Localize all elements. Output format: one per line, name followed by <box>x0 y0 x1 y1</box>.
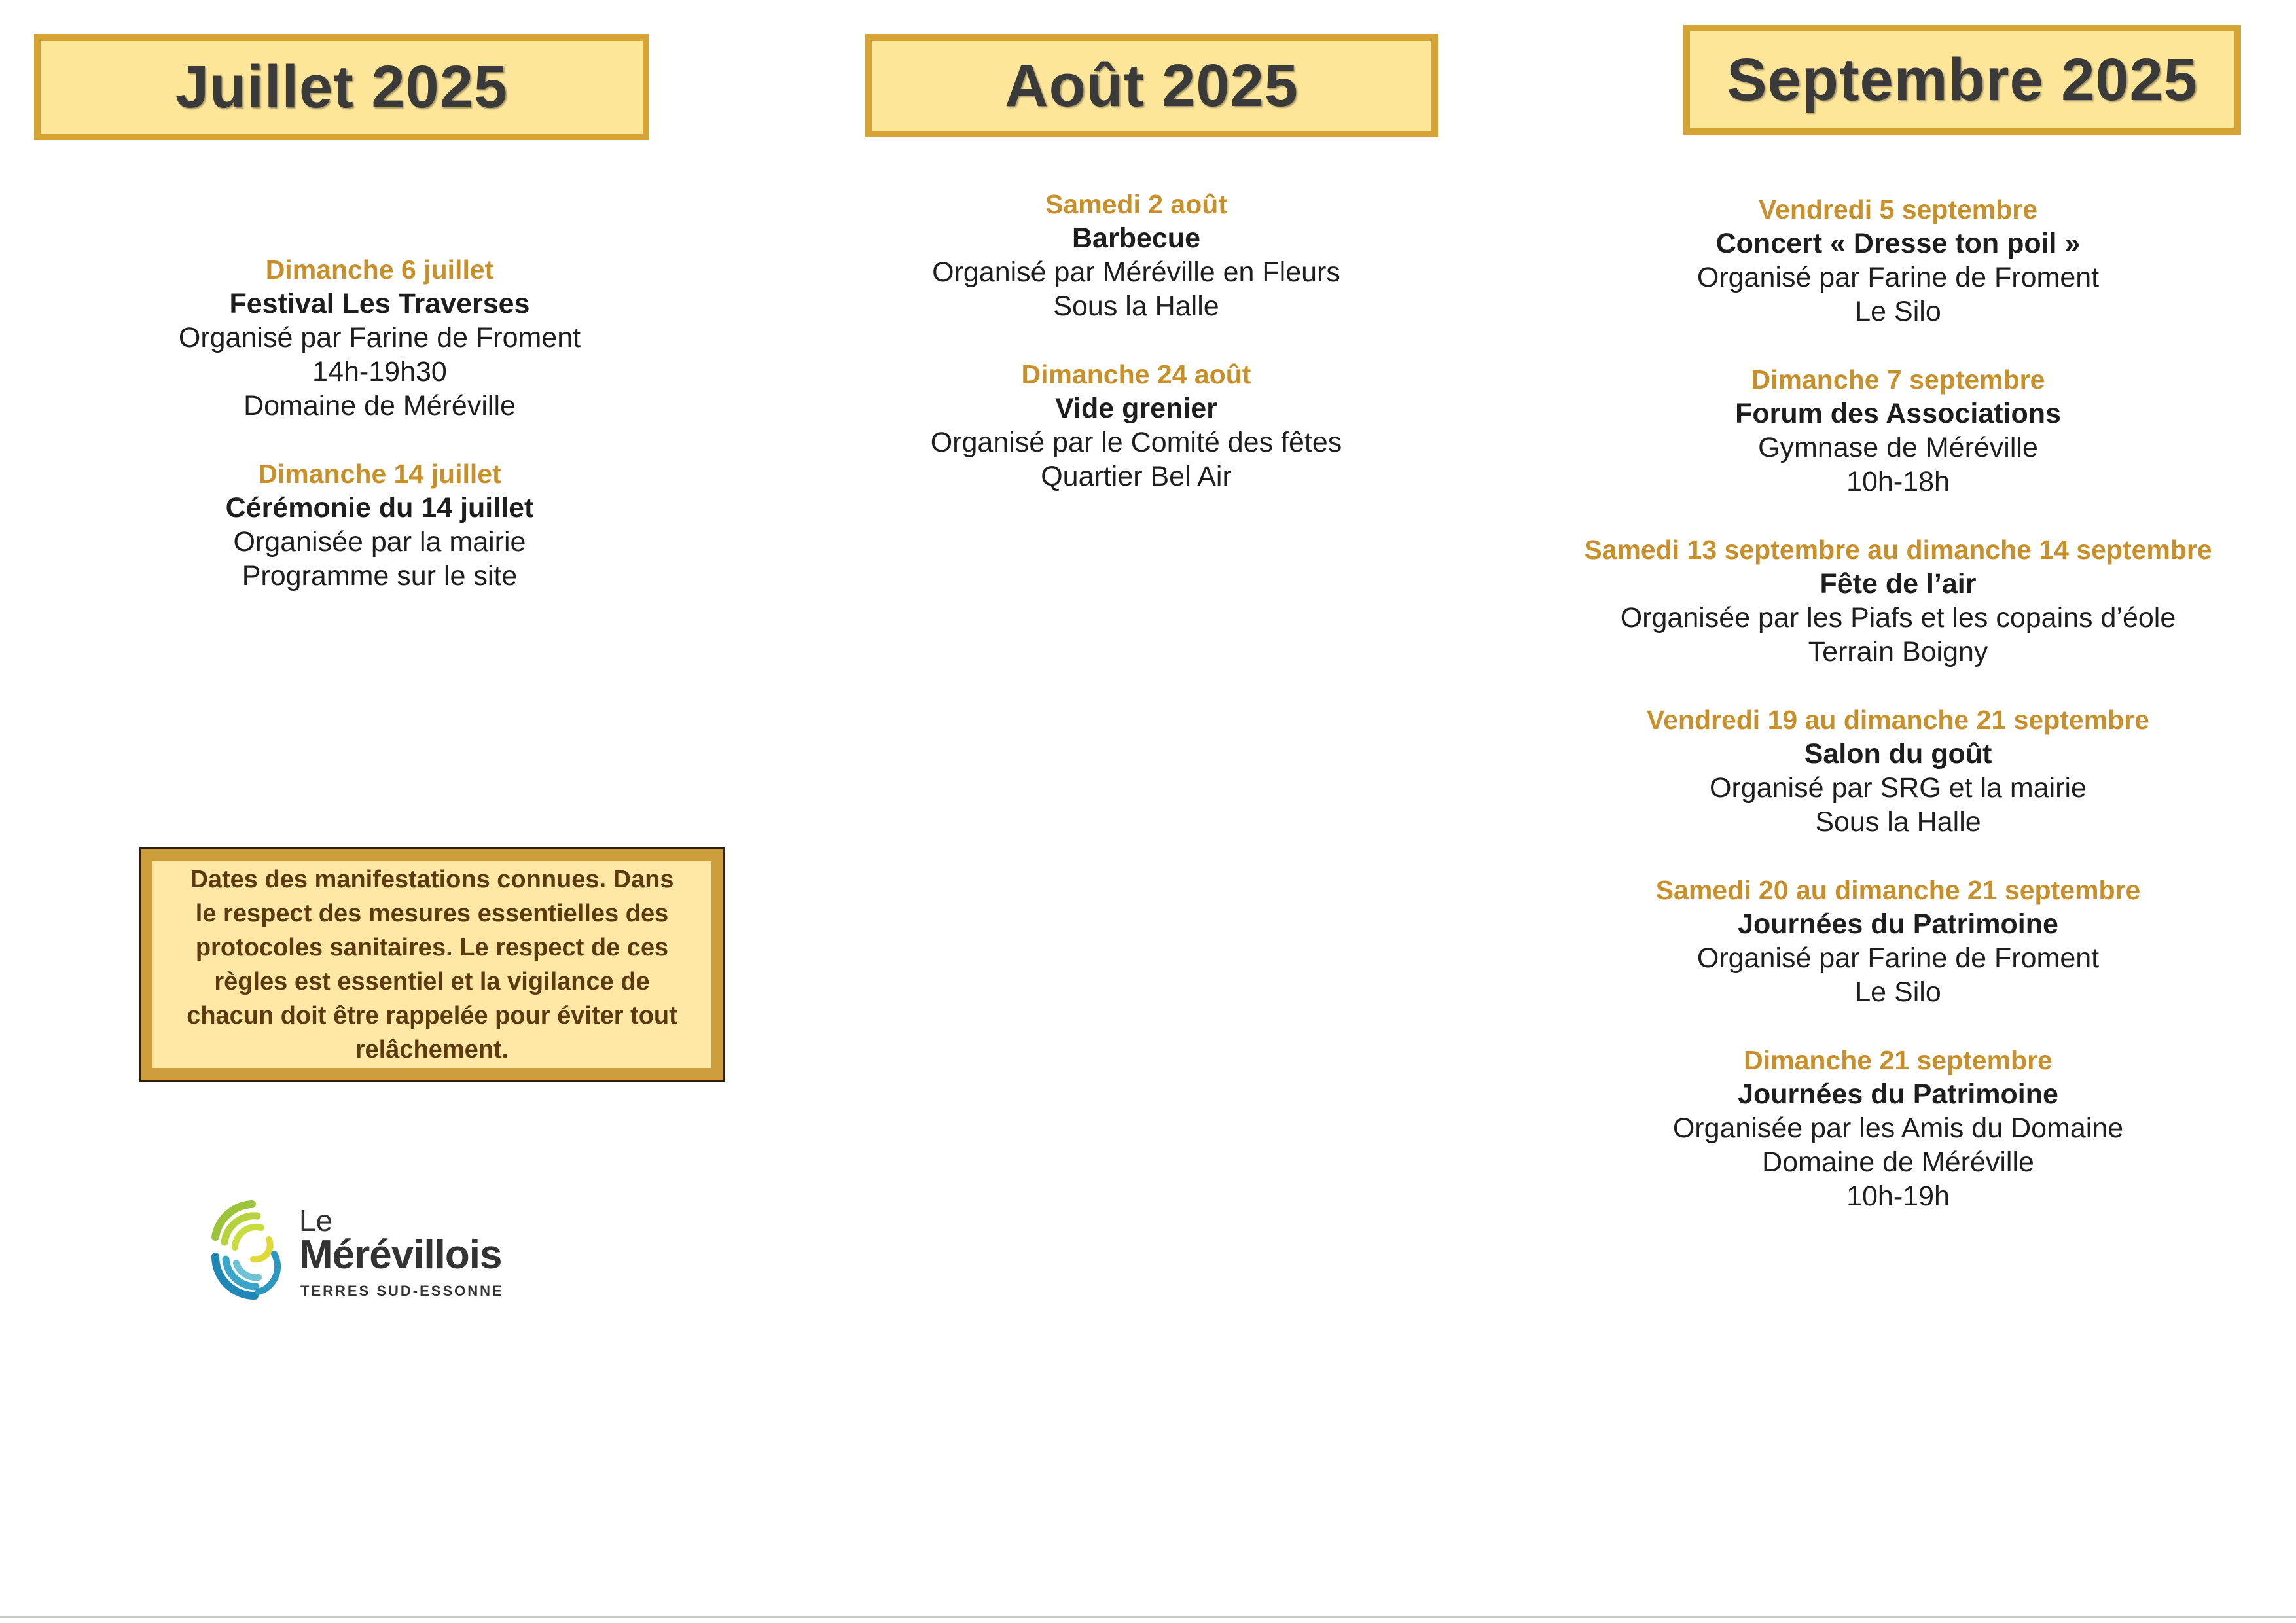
event-detail: Programme sur le site <box>242 560 518 592</box>
event-date: Vendredi 5 septembre <box>1758 194 2038 224</box>
bottom-divider <box>0 1616 2296 1618</box>
month-title: Août 2025 <box>1005 52 1299 119</box>
month-title: Juillet 2025 <box>175 53 509 120</box>
event-detail: 10h-18h <box>1846 466 1950 497</box>
event-detail: 10h-19h <box>1846 1181 1950 1212</box>
event-detail: Organisé par le Comité des fêtes <box>930 427 1342 458</box>
event-detail: Quartier Bel Air <box>1041 461 1232 492</box>
event-name: Barbecue <box>1072 223 1200 254</box>
logo-name: Mérévillois <box>299 1232 502 1277</box>
event-name: Forum des Associations <box>1735 398 2061 429</box>
notice-line: règles est essentiel et la vigilance de <box>214 968 650 995</box>
event-detail: Gymnase de Méréville <box>1758 432 2038 463</box>
notice-inner <box>152 861 711 1068</box>
month-header-inner <box>1690 31 2234 128</box>
event-date: Dimanche 24 août <box>1021 359 1251 389</box>
notice-line: protocoles sanitaires. Le respect de ces <box>195 934 669 961</box>
logo-subtitle: TERRES SUD-ESSONNE <box>300 1283 504 1299</box>
event-detail: Organisé par Farine de Froment <box>178 322 581 353</box>
event-date: Samedi 2 août <box>1045 189 1227 219</box>
event-name: Fête de l’air <box>1820 568 1977 599</box>
july-events <box>52 253 707 627</box>
event-detail: Domaine de Méréville <box>243 390 516 421</box>
event-detail: Terrain Boigny <box>1808 636 1988 668</box>
notice-line: Dates des manifestations connues. Dans <box>190 866 674 893</box>
event-date: Dimanche 21 septembre <box>1744 1045 2053 1075</box>
month-title: Septembre 2025 <box>1727 46 2198 113</box>
month-header-inner <box>872 41 1431 131</box>
notice-box <box>139 847 725 1082</box>
notice-line: le respect des mesures essentielles des <box>195 900 669 927</box>
event-item <box>52 457 707 593</box>
event-item <box>1505 192 2291 329</box>
month-header-august <box>865 34 1438 137</box>
event-item <box>52 253 707 423</box>
event-detail: Le Silo <box>1855 976 1941 1008</box>
event-name: Cérémonie du 14 juillet <box>225 492 534 524</box>
event-detail: Organisée par les Piafs et les copains d’éole <box>1620 602 2176 633</box>
event-date: Samedi 20 au dimanche 21 septembre <box>1655 875 2141 905</box>
event-name: Festival Les Traverses <box>229 288 530 319</box>
event-detail: 14h-19h30 <box>312 356 447 387</box>
event-detail: Organisé par Farine de Froment <box>1696 942 2100 974</box>
event-date: Vendredi 19 au dimanche 21 septembre <box>1647 705 2149 735</box>
notice-line: relâchement. <box>355 1036 509 1063</box>
event-detail: Organisée par les Amis du Domaine <box>1672 1113 2124 1144</box>
event-name: Concert « Dresse ton poil » <box>1715 228 2081 259</box>
event-date: Samedi 13 septembre au dimanche 14 septembre <box>1584 535 2212 565</box>
event-item <box>1505 873 2291 1009</box>
month-header-inner <box>41 41 643 134</box>
event-detail: Organisé par Farine de Froment <box>1696 262 2100 293</box>
event-name: Salon du goût <box>1804 738 1992 770</box>
september-events <box>1505 192 2291 1247</box>
event-item <box>1505 363 2291 499</box>
event-item <box>809 187 1463 323</box>
event-detail: Le Silo <box>1855 296 1941 327</box>
event-name: Vide grenier <box>1055 393 1217 424</box>
month-header-july <box>34 34 649 140</box>
event-item <box>1505 533 2291 669</box>
event-date: Dimanche 7 septembre <box>1751 365 2045 395</box>
event-name: Journées du Patrimoine <box>1738 1079 2058 1110</box>
logo-le: Le <box>299 1204 333 1238</box>
event-item <box>809 357 1463 493</box>
month-header-september <box>1683 25 2241 135</box>
notice-line: chacun doit être rappelée pour éviter tout <box>187 1002 677 1029</box>
event-item <box>1505 703 2291 839</box>
event-detail: Organisée par la mairie <box>233 526 526 558</box>
event-name: Journées du Patrimoine <box>1738 908 2058 940</box>
merevillois-logo <box>206 1191 520 1309</box>
event-date: Dimanche 6 juillet <box>265 255 494 285</box>
event-detail: Sous la Halle <box>1053 291 1219 322</box>
event-detail: Domaine de Méréville <box>1762 1147 2034 1178</box>
event-detail: Organisé par Méréville en Fleurs <box>932 257 1340 288</box>
notice-text <box>187 863 677 1067</box>
event-item <box>1505 1043 2291 1213</box>
event-detail: Organisé par SRG et la mairie <box>1710 772 2087 804</box>
event-date: Dimanche 14 juillet <box>258 459 501 489</box>
august-events <box>809 187 1463 527</box>
swirl-logo-icon <box>206 1191 298 1309</box>
event-detail: Sous la Halle <box>1815 806 1981 838</box>
